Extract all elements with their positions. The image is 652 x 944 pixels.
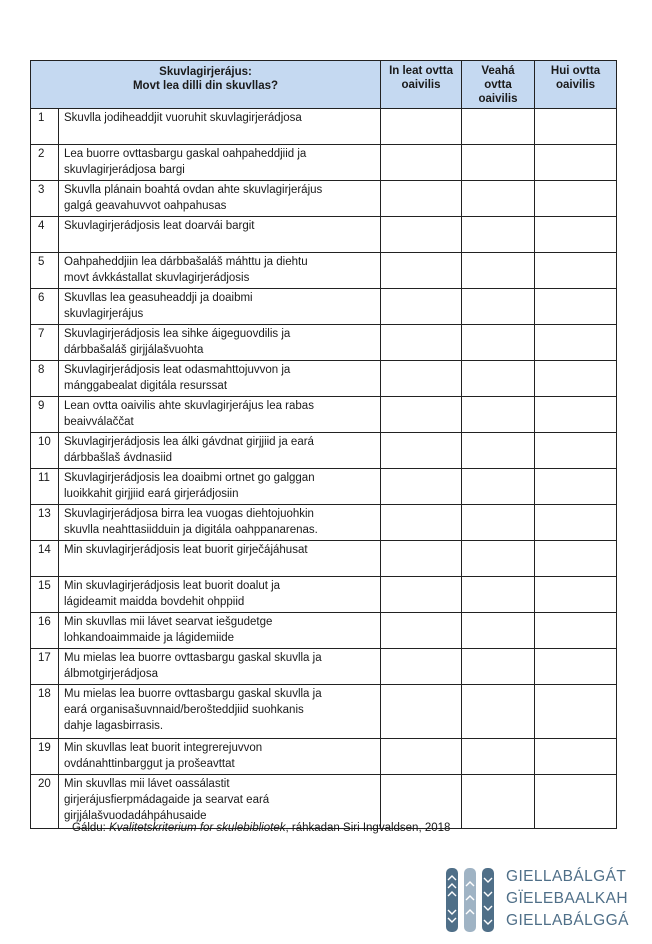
answer-cell-disagree[interactable] [381,289,462,325]
column-header-somewhat-agree-line1: Veahá [481,65,515,77]
answer-cell-somewhat-agree[interactable] [462,397,535,433]
table-row [31,145,617,181]
statement-line: girjjálašvuodadáhpáhusaide [64,810,207,822]
answer-cell-strongly-agree[interactable] [535,325,617,361]
row-number: 2 [31,145,59,181]
row-statement [59,145,381,181]
row-number: 4 [31,217,59,253]
answer-cell-somewhat-agree[interactable] [462,649,535,685]
answer-cell-disagree[interactable] [381,739,462,775]
table-row [31,775,617,829]
logo-line3: GIELLABÁLGGÁ [506,912,629,929]
row-statement [59,433,381,469]
statement-line: Skuvlagirjerádjosis leat odasmahttojuvvon ja [64,364,291,376]
logo-line1: GIELLABÁLGÁT [506,868,627,885]
statement-line: Skuvlagirjerádjosis lea álki gávdnat girjjiid ja eará [64,436,314,448]
column-header-disagree-line2: oaivilis [401,79,441,91]
table-row [31,217,617,253]
row-statement [59,397,381,433]
answer-cell-disagree[interactable] [381,685,462,739]
answer-cell-strongly-agree[interactable] [535,469,617,505]
table-row [31,181,617,217]
source-suffix: , ráhkadan Siri Ingvaldsen, 2018 [285,822,451,834]
statement-line: Lea buorre ovttasbargu gaskal oahpaheddjiid ja [64,148,307,160]
answer-cell-strongly-agree[interactable] [535,289,617,325]
row-number: 13 [31,505,59,541]
answer-cell-somewhat-agree[interactable] [462,289,535,325]
statement-line: luoikkahit girjjiid eará girjerádjosiin [64,488,239,500]
column-header-disagree [381,61,462,109]
table-header-row [31,61,617,109]
statement-line: Min skuvlagirjerádjosis leat buorit girječájáhusat [64,544,308,556]
answer-cell-strongly-agree[interactable] [535,775,617,829]
row-statement [59,613,381,649]
row-number: 1 [31,109,59,145]
answer-cell-disagree[interactable] [381,217,462,253]
row-statement [59,217,381,253]
table-row [31,739,617,775]
statement-line: lohkandoaimmaide ja lágidemiide [64,632,235,644]
row-number: 10 [31,433,59,469]
answer-cell-somewhat-agree[interactable] [462,325,535,361]
statement-line: skuvlla neahttasiidduin ja digitála oahppanarenas. [64,524,318,536]
row-statement [59,289,381,325]
row-number: 7 [31,325,59,361]
table-title-header [31,61,381,109]
answer-cell-strongly-agree[interactable] [535,361,617,397]
statement-line: Mu mielas lea buorre ovttasbargu gaskal skuvlla ja [64,688,322,700]
answer-cell-disagree[interactable] [381,109,462,145]
answer-cell-disagree[interactable] [381,775,462,829]
row-number: 14 [31,541,59,577]
source-title: Kvalitetskriterium for skulebibliotek [109,822,286,834]
statement-line: Min skuvlagirjerádjosis leat buorit doalut ja [64,580,281,592]
statement-line: Lean ovtta oaivilis ahte skuvlagirjerájus lea rabas [64,400,314,412]
statement-line: skuvlagirjerádjosa bargi [64,164,185,176]
row-statement [59,361,381,397]
table-row [31,649,617,685]
row-statement [59,253,381,289]
answer-cell-disagree[interactable] [381,613,462,649]
statement-line: Skuvlagirjerádjosis lea doaibmi ortnet go galggan [64,472,315,484]
statement-line: galgá geavahuvvot oahpahusas [64,200,227,212]
answer-cell-strongly-agree[interactable] [535,397,617,433]
row-statement [59,541,381,577]
row-statement [59,775,381,829]
table-body [31,109,617,829]
answer-cell-somewhat-agree[interactable] [462,739,535,775]
table-row [31,289,617,325]
statement-line: ovdánahttinbarggut ja prošeavttat [64,758,235,770]
answer-cell-strongly-agree[interactable] [535,217,617,253]
statement-line: Min skuvllas mii lávet oassálastit [64,778,230,790]
survey-table [30,60,617,829]
column-header-strongly-agree [535,61,617,109]
answer-cell-somewhat-agree[interactable] [462,505,535,541]
row-statement [59,505,381,541]
row-number: 6 [31,289,59,325]
answer-cell-somewhat-agree[interactable] [462,469,535,505]
statement-line: dárbbašlaš ávdnasiid [64,452,173,464]
source-prefix: Gáldu: [72,822,110,834]
answer-cell-strongly-agree[interactable] [535,253,617,289]
answer-cell-disagree[interactable] [381,577,462,613]
answer-cell-strongly-agree[interactable] [535,433,617,469]
answer-cell-strongly-agree[interactable] [535,145,617,181]
logo-line2: GÏELEBAALKAH [506,890,628,907]
table-row [31,505,617,541]
answer-cell-disagree[interactable] [381,325,462,361]
answer-cell-disagree[interactable] [381,433,462,469]
answer-cell-disagree[interactable] [381,541,462,577]
giellabalgat-logo [444,866,634,934]
answer-cell-somewhat-agree[interactable] [462,217,535,253]
row-statement [59,109,381,145]
table-row [31,541,617,577]
statement-line: Skuvlagirjerádjosis lea sihke áigeguovdilis ja [64,328,291,340]
table-row [31,361,617,397]
row-number: 11 [31,469,59,505]
row-number: 8 [31,361,59,397]
row-number: 9 [31,397,59,433]
column-header-somewhat-agree [462,61,535,109]
answer-cell-somewhat-agree[interactable] [462,109,535,145]
row-number: 3 [31,181,59,217]
statement-line: dárbbašaláš girjjálašvuohta [64,344,204,356]
table-row [31,253,617,289]
row-statement [59,685,381,739]
statement-line: Min skuvllas leat buorit integrerejuvvon [64,742,263,754]
answer-cell-somewhat-agree[interactable] [462,775,535,829]
statement-line: lágideamit maidda bovdehit ohppiid [64,596,245,608]
answer-cell-somewhat-agree[interactable] [462,685,535,739]
answer-cell-strongly-agree[interactable] [535,613,617,649]
row-statement [59,181,381,217]
column-header-strongly-agree-line1: Hui ovtta [550,65,601,77]
table-row [31,325,617,361]
statement-line: álbmotgirjerádjosa [64,668,158,680]
answer-cell-somewhat-agree[interactable] [462,181,535,217]
row-statement [59,739,381,775]
answer-cell-strongly-agree[interactable] [535,577,617,613]
source-citation [72,822,450,834]
answer-cell-somewhat-agree[interactable] [462,577,535,613]
statement-line: skuvlagirjerájus [64,308,144,320]
answer-cell-strongly-agree[interactable] [535,505,617,541]
logo-mark-icon [444,866,500,934]
statement-line: mánggabealat digitála resurssat [64,380,228,392]
statement-line: Mu mielas lea buorre ovttasbargu gaskal skuvlla ja [64,652,322,664]
statement-line: Oahpaheddjiin lea dárbbašaláš máhttu ja diehtu [64,256,308,268]
answer-cell-disagree[interactable] [381,397,462,433]
row-statement [59,469,381,505]
answer-cell-strongly-agree[interactable] [535,739,617,775]
answer-cell-somewhat-agree[interactable] [462,145,535,181]
table-title-line2: Movt lea dilli din skuvllas? [132,80,279,92]
logo-wordmark [506,866,629,932]
table-row [31,397,617,433]
statement-line: Skuvlagirjerádjosa birra lea vuogas diehtojuohkin [64,508,314,520]
answer-cell-disagree[interactable] [381,361,462,397]
row-number: 16 [31,613,59,649]
row-statement [59,577,381,613]
answer-cell-strongly-agree[interactable] [535,181,617,217]
column-header-strongly-agree-line2: oaivilis [556,79,596,91]
answer-cell-strongly-agree[interactable] [535,649,617,685]
answer-cell-somewhat-agree[interactable] [462,613,535,649]
answer-cell-somewhat-agree[interactable] [462,433,535,469]
table-row [31,613,617,649]
row-number: 20 [31,775,59,829]
statement-line: girjerájusfierpmádagaide ja searvat eará [64,794,270,806]
row-number: 17 [31,649,59,685]
column-header-somewhat-agree-line2: ovtta [484,79,512,91]
answer-cell-somewhat-agree[interactable] [462,361,535,397]
answer-cell-strongly-agree[interactable] [535,685,617,739]
answer-cell-disagree[interactable] [381,505,462,541]
column-header-somewhat-agree-line3: oaivilis [478,93,518,105]
row-number: 15 [31,577,59,613]
statement-line: eará organisašuvnnaid/berošteddjiid suohkanis [64,704,304,716]
statement-line: movt ávkkástallat skuvlagirjerádjosis [64,272,250,284]
statement-line: beaivválaččat [64,416,134,428]
table-row [31,469,617,505]
row-number: 19 [31,739,59,775]
answer-cell-disagree[interactable] [381,649,462,685]
answer-cell-somewhat-agree[interactable] [462,541,535,577]
answer-cell-strongly-agree[interactable] [535,541,617,577]
table-row [31,433,617,469]
table-row [31,577,617,613]
column-header-disagree-line1: In leat ovtta [389,65,453,77]
statement-line: Skuvlla jodiheaddjit vuoruhit skuvlagirjerádjosa [64,112,302,124]
answer-cell-disagree[interactable] [381,253,462,289]
answer-cell-disagree[interactable] [381,469,462,505]
answer-cell-disagree[interactable] [381,181,462,217]
statement-line: dahje lagasbirrasis. [64,720,164,732]
row-number: 18 [31,685,59,739]
table-row [31,109,617,145]
statement-line: Skuvlagirjerádjosis leat doarvái bargit [64,220,255,232]
answer-cell-disagree[interactable] [381,145,462,181]
row-statement [59,325,381,361]
answer-cell-somewhat-agree[interactable] [462,253,535,289]
row-statement [59,649,381,685]
table-title-line1: Skuvlagirjerájus: [159,66,252,78]
row-number: 5 [31,253,59,289]
statement-line: Skuvllas lea geasuheaddji ja doaibmi [64,292,253,304]
answer-cell-strongly-agree[interactable] [535,109,617,145]
table-row [31,685,617,739]
statement-line: Skuvlla plánain boahtá ovdan ahte skuvlagirjerájus [64,184,323,196]
statement-line: Min skuvllas mii lávet searvat iešgudetge [64,616,273,628]
